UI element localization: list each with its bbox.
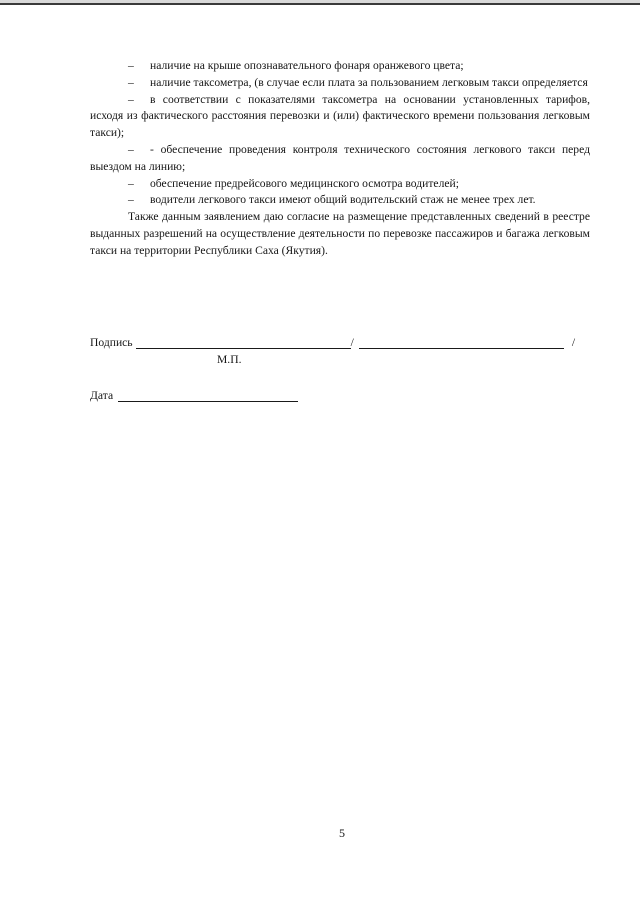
list-item-text: обеспечение предрейсового медицинского осмотра водителей; <box>150 176 459 190</box>
list-item <box>90 142 590 176</box>
list-item-text: наличие на крыше опознавательного фонаря оранжевого цвета; <box>150 59 464 72</box>
date-block <box>90 386 298 402</box>
list-dash: – <box>128 92 134 106</box>
page-number: 5 <box>339 826 345 840</box>
scan-edge-line <box>0 3 640 5</box>
consent-paragraph: Также данным заявлением даю согласие на размещение представленных сведений в реестре выданных разрешений на осуществление деятельности по перевозке пассажиров и багажа легковым такси на территории Республики Саха (Якутия). <box>90 210 590 257</box>
list-item-text: водители легкового такси имеют общий водительский стаж не менее трех лет. <box>150 193 536 207</box>
signature-separator: / <box>350 336 354 349</box>
signature-block <box>90 333 600 366</box>
signature-label: Подпись <box>90 336 133 349</box>
list-item-text: в соответствии с показателями таксометра на основании установленных тарифов, исходя из фактического расстояния перевозки и (или) фактического времени пользования легковым такси); <box>90 92 590 140</box>
list-dash: – <box>128 75 134 89</box>
list-item <box>90 192 590 209</box>
list-dash: – <box>128 193 134 207</box>
list-dash: – <box>128 59 134 72</box>
list-dash: – <box>128 176 134 190</box>
list-item <box>90 75 590 92</box>
list-item <box>90 176 590 193</box>
stamp-label: М.П. <box>217 353 242 366</box>
signature-name-line <box>359 337 564 349</box>
document-body <box>90 58 590 260</box>
signature-line <box>136 337 351 349</box>
list-item-text: - обеспечение проведения контроля технического состояния легкового такси перед выездом на линию; <box>90 142 590 173</box>
list-item <box>90 58 590 75</box>
date-label: Дата <box>90 389 114 402</box>
list-item <box>90 92 590 142</box>
signature-separator-end: / <box>571 336 576 349</box>
list-item-text: наличие таксометра, (в случае если плата за пользованием легковым такси определяется <box>150 75 588 89</box>
list-dash: – <box>128 142 134 156</box>
date-line <box>118 390 298 402</box>
